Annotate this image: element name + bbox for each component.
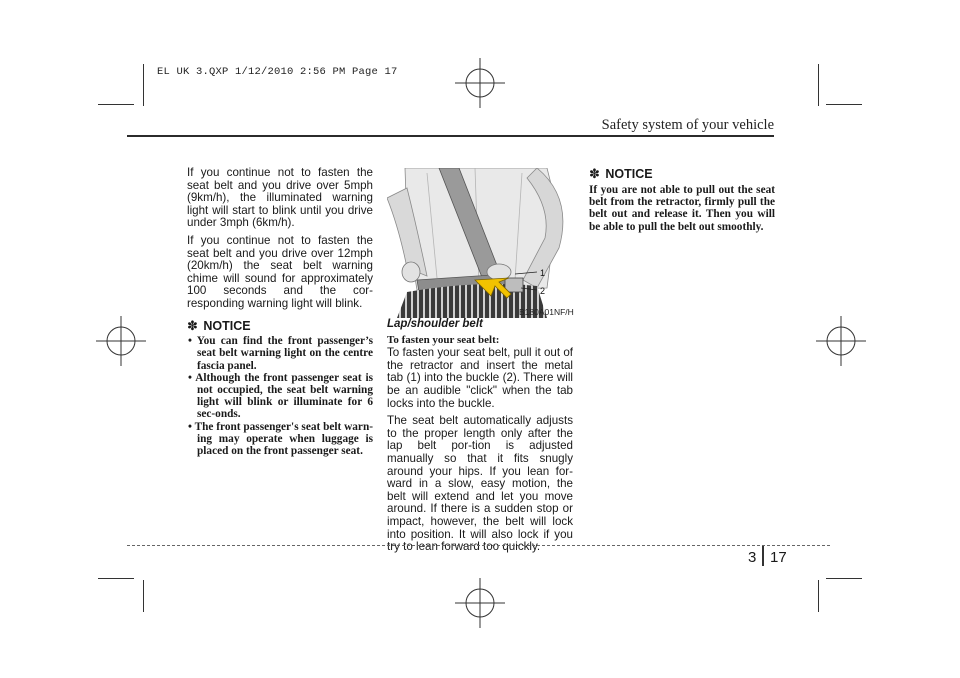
callout-1: 1 bbox=[540, 268, 546, 278]
list-item: • Although the front passenger seat is not occupied, the seat belt warning light will blink or illuminate for 6 sec-onds. bbox=[188, 371, 374, 421]
column-3 bbox=[589, 168, 775, 233]
crop-mark bbox=[818, 580, 819, 612]
crop-mark bbox=[826, 104, 862, 105]
crop-mark bbox=[818, 64, 819, 106]
list-item: • You can find the front passenger’s seat belt warning light on the centre fascia panel. bbox=[188, 335, 373, 372]
notice-body: If you are not able to pull out the seat belt from the retractor, firmly pull the belt out and release it. Then you will be able to pull the belt out smoothly. bbox=[589, 183, 775, 233]
notice-heading bbox=[187, 317, 373, 333]
instruction-label: To fasten your seat belt: bbox=[387, 333, 500, 346]
column-1 bbox=[187, 167, 373, 457]
page-number-separator bbox=[762, 546, 764, 566]
notice-star-icon: ✽ bbox=[589, 166, 600, 181]
registration-target-icon bbox=[96, 316, 146, 366]
subsection-title: Lap/shoulder belt bbox=[387, 318, 483, 330]
page-number: 17 bbox=[770, 549, 787, 566]
print-slug: EL UK 3.QXP 1/12/2010 2:56 PM Page 17 bbox=[157, 66, 398, 78]
footer-rule bbox=[127, 545, 830, 546]
section-title: Safety system of your vehicle bbox=[601, 117, 774, 133]
header-rule bbox=[127, 135, 774, 137]
callout-2: 2 bbox=[540, 286, 546, 296]
seat-belt-illustration bbox=[387, 168, 573, 318]
crop-mark bbox=[143, 580, 144, 612]
paragraph: The seat belt automatically adjusts to the proper length only after the lap belt por-tion is adjusted manually so that it fits snugly around your hips. If you lean for-ward in a slow, easy motion, the belt will extend and let you move around. If there is a sudden stop or impact, however, the belt will lock into position. It will also lock if you try to lean forward too quickly. bbox=[387, 414, 573, 554]
chapter-number: 3 bbox=[748, 549, 757, 566]
notice-title: NOTICE bbox=[203, 318, 251, 333]
column-2 bbox=[387, 318, 573, 559]
list-item: • The front passenger's seat belt warn-ing may operate when luggage is placed on the front passenger seat. bbox=[188, 420, 373, 457]
paragraph: If you continue not to fasten the seat belt and you drive over 5mph (9km/h), the illuminated warning light will start to blink until you drive under 3mph (6km/h). bbox=[187, 166, 373, 230]
registration-target-icon bbox=[816, 316, 866, 366]
figure-caption: B180A01NF/H bbox=[519, 307, 574, 317]
notice-title: NOTICE bbox=[605, 167, 653, 181]
registration-target-icon bbox=[455, 578, 505, 628]
paragraph: To fasten your seat belt, pull it out of the retractor and insert the metal tab (1) into the buckle (2). There will be an audible "click" when the tab locks into the buckle. bbox=[387, 346, 573, 410]
notice-heading bbox=[589, 168, 775, 181]
notice-star-icon: ✽ bbox=[187, 317, 198, 333]
paragraph: If you continue not to fasten the seat belt and you drive over 12mph (20km/h) the seat belt warning chime will sound for approximately 100 seconds and the cor-responding warning light will blink. bbox=[187, 233, 373, 310]
registration-target-icon bbox=[455, 58, 505, 108]
crop-mark bbox=[143, 64, 144, 106]
notice-bullet-list bbox=[187, 335, 373, 457]
crop-mark bbox=[98, 578, 134, 579]
crop-mark bbox=[826, 578, 862, 579]
crop-mark bbox=[98, 104, 134, 105]
